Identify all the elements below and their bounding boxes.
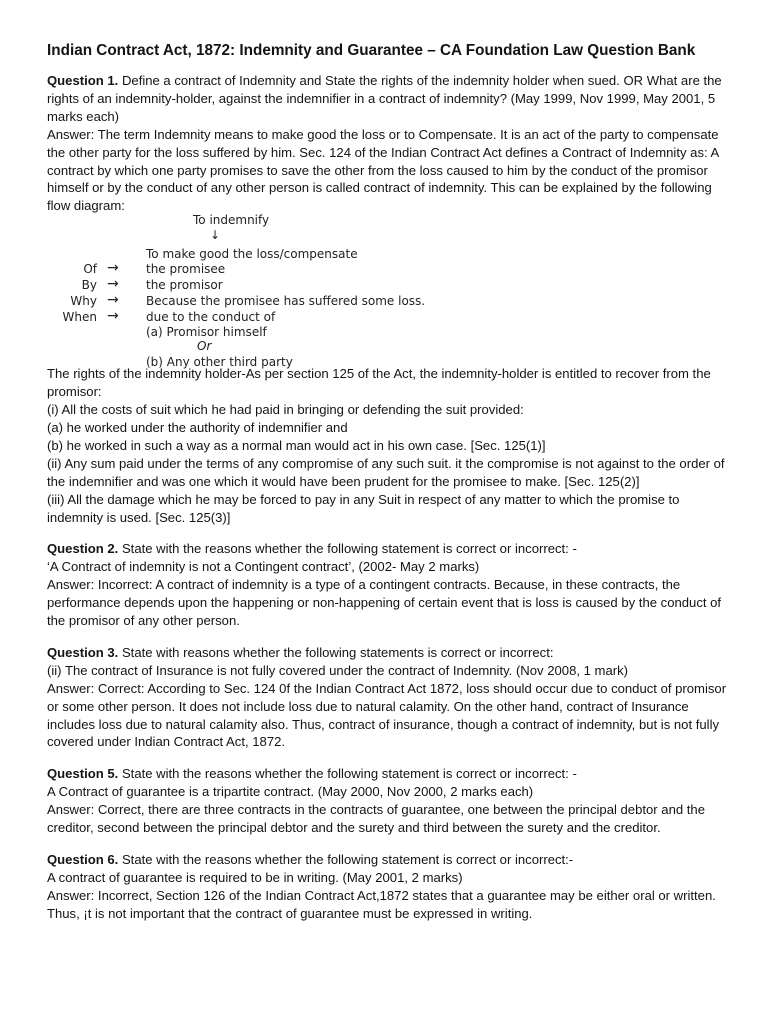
diagram-row-label-when: When — [62, 310, 97, 325]
question-1 — [47, 72, 727, 526]
question-2-label: Question 2. — [47, 541, 119, 557]
question-5-statement: A Contract of guarantee is a tripartite contract. (May 2000, Nov 2000, 2 marks each) — [47, 784, 534, 800]
rights-line: (iii) All the damage which he may be forced to pay in any Suit in respect of any matter to which the promise to indemnity is used. [Sec. 125(3)] — [47, 491, 680, 525]
question-2-instruction: State with the reasons whether the following statement is correct or incorrect: - — [118, 541, 577, 557]
rights-line: The rights of the indemnity holder-As per section 125 of the Act, the indemnity-holder is entitled to recover from the promisor: — [47, 366, 711, 400]
diagram-arrow: → — [107, 308, 119, 325]
question-5-prompt — [47, 765, 727, 783]
diagram-or: Or — [197, 339, 212, 354]
question-1-label: Question 1. — [47, 73, 119, 88]
question-3-answer: Answer: Correct: According to Sec. 124 0f the Indian Contract Act 1872, loss should occur due to conduct of promisor or some other person. It does not include loss due to natural calamity. On the other hand, contract of Insurance includes loss due to natural calamity also. Thus, contract of insurance, though a contract of indemnity, but is not fully covered under Indian Contract Act, 1872. — [47, 680, 727, 750]
question-3-label: Question 3. — [47, 644, 119, 660]
diagram-row-label-of: Of — [83, 262, 97, 277]
question-2-answer: Answer: Incorrect: A contract of indemnity is a type of a contingent contracts. Because, in these contracts, the performance depends upon the happening or non-happening of certain event that is loss is caused by the conduct of the promisor of any other person. — [47, 577, 722, 629]
diagram-row-text-why: Because the promisee has suffered some loss. — [146, 294, 426, 309]
diagram-option-a: (a) Promisor himself — [146, 325, 267, 340]
question-3 — [47, 644, 727, 751]
document-title: Indian Contract Act, 1872: Indemnity and Guarantee – CA Foundation Law Question Bank — [47, 42, 696, 59]
indemnity-flow-diagram — [47, 213, 727, 370]
question-5-label: Question 5. — [47, 766, 119, 782]
question-6-answer: Answer: Incorrect, Section 126 of the Indian Contract Act,1872 states that a guarantee may be either oral or written. Thus, ¡t is not important that the contract of guarantee must be expressed in writing. — [47, 887, 716, 921]
question-6-label: Question 6. — [47, 852, 119, 867]
rights-line: (ii) Any sum paid under the terms of any compromise of any such suit. it the compromise is not against to the order of the indemnifier and was one which it would have been prudent for the promisee to make. [Sec. 125(2)] — [47, 455, 725, 489]
question-5-answer: Answer: Correct, there are three contracts in the contracts of guarantee, one between the principal debtor and the creditor, second between the principal debtor and the surety and third between the surety and the creditor. — [47, 802, 705, 836]
question-5-instruction: State with the reasons whether the following statement is correct or incorrect: - — [118, 766, 577, 782]
question-3-instruction: State with reasons whether the following statements is correct or incorrect: — [118, 644, 554, 660]
question-1-answer: Answer: The term Indemnity means to make good the loss or to Compensate. It is an act of the party to compensate the other party for the loss suffered by him. Sec. 124 of the Indian Contract Act defines a Contract of Indemnity as: A contract by which one party promises to save the other from the loss caused to him by the conduct of the promisor himself or by the conduct of any other person is called contract of indemnity. This can be explained by the following flow diagram: — [47, 126, 719, 214]
indemnity-holder-rights — [47, 365, 727, 526]
question-6-instruction: State with the reasons whether the following statement is correct or incorrect:- — [118, 852, 574, 867]
question-5 — [47, 765, 727, 837]
question-2-statement: ‘A Contract of indemnity is not a Contingent contract’, (2002- May 2 marks) — [47, 559, 480, 575]
question-6-prompt — [47, 851, 727, 869]
question-6 — [47, 851, 727, 923]
diagram-row-text-of: the promisee — [146, 262, 226, 277]
rights-line: (a) he worked under the authority of indemnifier and — [47, 419, 348, 435]
diagram-top-label: To indemnify — [193, 213, 270, 228]
diagram-arrow: → — [107, 276, 119, 293]
diagram-down-arrow: ↓ — [210, 228, 221, 243]
question-2 — [47, 540, 727, 630]
diagram-arrow: → — [107, 260, 119, 277]
diagram-option-b: (b) Any other third party — [146, 355, 293, 370]
question-3-statement: (ii) The contract of Insurance is not fully covered under the contract of Indemnity. (Nov 2008, 1 mark) — [47, 662, 629, 678]
diagram-arrow: → — [107, 292, 119, 309]
diagram-row-label-by: By — [81, 278, 97, 293]
diagram-row-text-when: due to the conduct of — [146, 310, 276, 325]
rights-line: (b) he worked in such a way as a normal man would act in his own case. [Sec. 125(1)] — [47, 437, 546, 453]
question-1-prompt: Define a contract of Indemnity and State the rights of the indemnity holder when sued. OR What are the rights of an indemnity-holder, against the indemnifier in a contract of indemnity? (May 1999, Nov 1999, May 2001, 5 marks each) — [47, 73, 722, 124]
document-page — [47, 41, 727, 937]
rights-line: (i) All the costs of suit which he had paid in bringing or defending the suit provided: — [47, 402, 524, 418]
question-6-statement: A contract of guarantee is required to be in writing. (May 2001, 2 marks) — [47, 869, 463, 885]
question-1-text — [47, 72, 727, 126]
diagram-row-text-by: the promisor — [146, 278, 223, 293]
question-2-prompt — [47, 540, 727, 558]
question-3-prompt — [47, 644, 727, 662]
diagram-main-label: To make good the loss/compensate — [146, 247, 358, 262]
diagram-row-label-why: Why — [70, 294, 97, 309]
